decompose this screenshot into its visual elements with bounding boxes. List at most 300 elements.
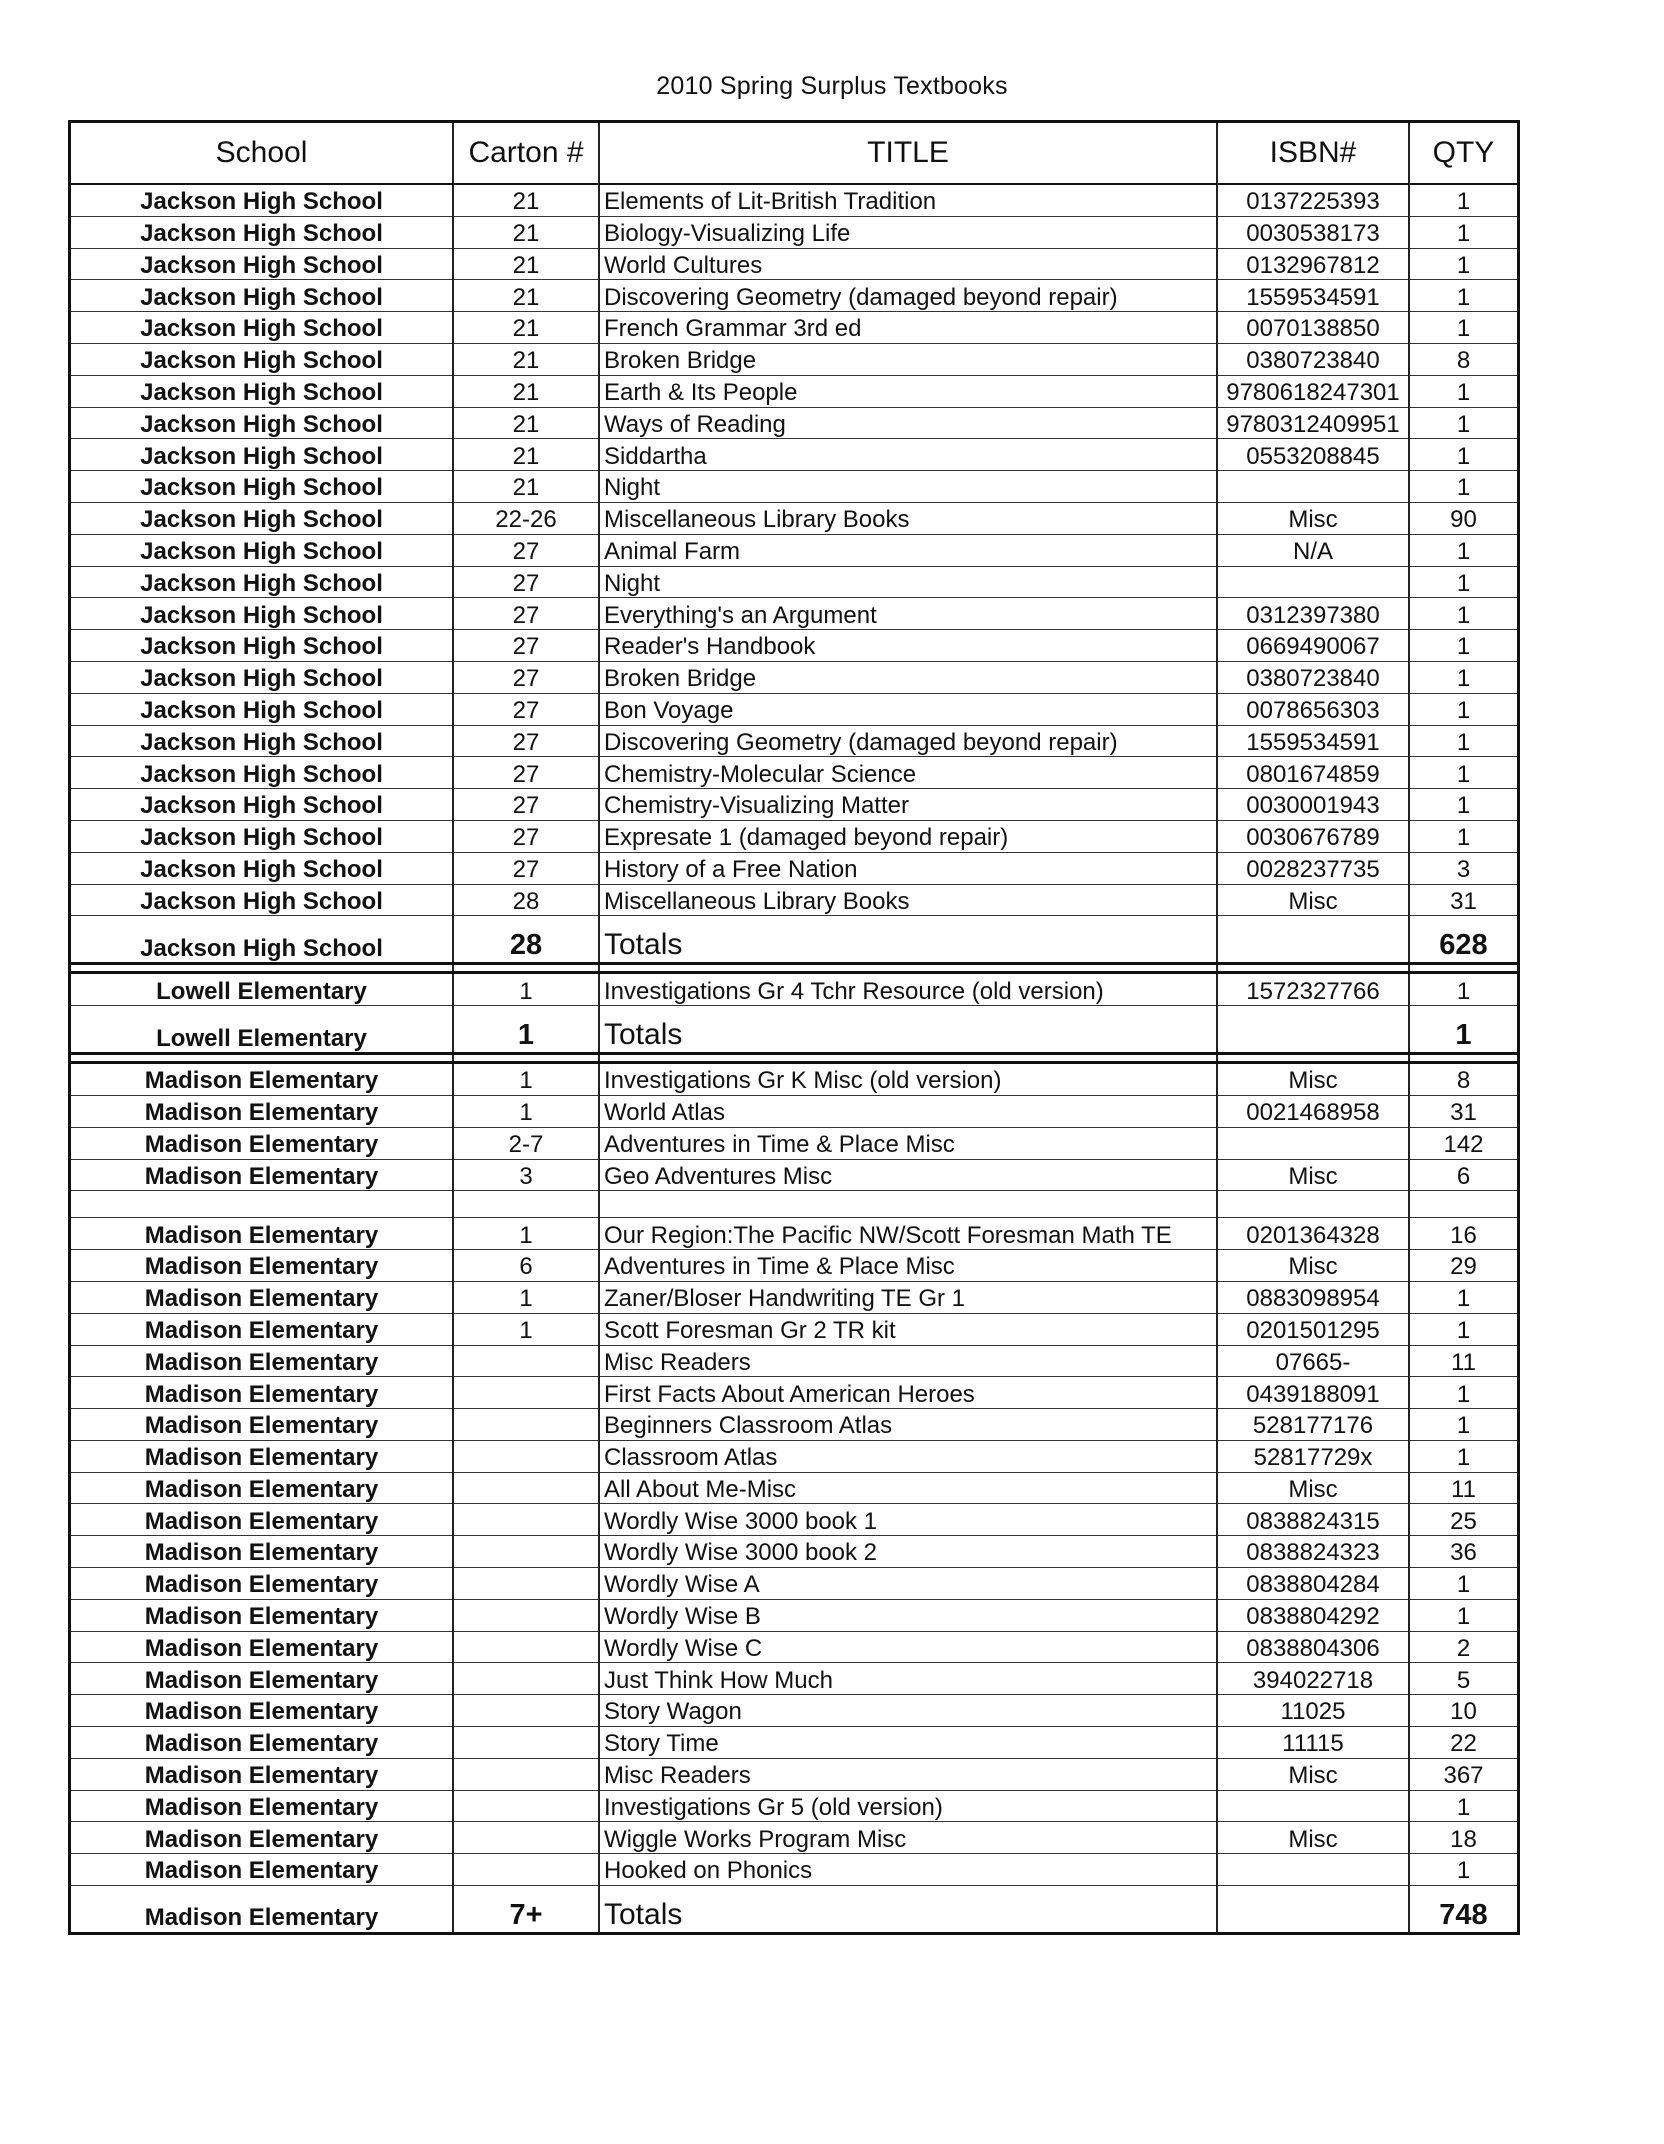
cell-isbn: N/A [1217, 534, 1409, 566]
cell-title: Investigations Gr 4 Tchr Resource (old version) [599, 973, 1217, 1006]
cell-carton: 3 [453, 1159, 599, 1191]
table-row [71, 884, 1517, 916]
cell-carton: 27 [453, 661, 599, 693]
cell-title: Just Think How Much [599, 1663, 1217, 1695]
cell-carton [453, 1695, 599, 1727]
cell-school: Madison Elementary [71, 1758, 453, 1790]
cell-qty: 1 [1409, 534, 1517, 566]
cell-title: Wordly Wise A [599, 1568, 1217, 1600]
cell-title: Earth & Its People [599, 375, 1217, 407]
cell-qty: 1 [1409, 598, 1517, 630]
cell-carton [453, 1409, 599, 1441]
cell-qty: 5 [1409, 1663, 1517, 1695]
cell-isbn [1217, 916, 1409, 964]
cell-qty: 29 [1409, 1250, 1517, 1282]
cell-qty: 1 [1409, 789, 1517, 821]
cell-school: Madison Elementary [71, 1345, 453, 1377]
cell-qty: 1 [1409, 1313, 1517, 1345]
header-isbn: ISBN# [1217, 123, 1409, 184]
cell-title: Biology-Visualizing Life [599, 216, 1217, 248]
cell-title: Hooked on Phonics [599, 1854, 1217, 1886]
table-row [71, 534, 1517, 566]
cell-carton: 1 [453, 1063, 599, 1096]
cell-title: Miscellaneous Library Books [599, 884, 1217, 916]
cell-title: World Atlas [599, 1095, 1217, 1127]
cell-school: Madison Elementary [71, 1536, 453, 1568]
cell-qty: 8 [1409, 1063, 1517, 1096]
cell-school: Jackson High School [71, 439, 453, 471]
cell-qty: 1 [1409, 216, 1517, 248]
cell-isbn: 1559534591 [1217, 725, 1409, 757]
cell-school: Madison Elementary [71, 1281, 453, 1313]
cell-qty: 1 [1409, 1599, 1517, 1631]
cell-isbn [1217, 471, 1409, 503]
cell-qty: 1 [1409, 312, 1517, 344]
table-row [71, 1663, 1517, 1695]
cell-title: Investigations Gr K Misc (old version) [599, 1063, 1217, 1096]
cell-carton: 22-26 [453, 502, 599, 534]
cell-carton [453, 1472, 599, 1504]
cell-isbn: 0838824323 [1217, 1536, 1409, 1568]
table-row [71, 1250, 1517, 1282]
cell-title: Story Wagon [599, 1695, 1217, 1727]
table-row [71, 1377, 1517, 1409]
cell-qty: 1 [1409, 1409, 1517, 1441]
cell-isbn: 1572327766 [1217, 973, 1409, 1006]
cell-title: Chemistry-Molecular Science [599, 757, 1217, 789]
cell-qty: 2 [1409, 1631, 1517, 1663]
cell-school: Jackson High School [71, 757, 453, 789]
cell-school: Jackson High School [71, 884, 453, 916]
table-row [71, 630, 1517, 662]
cell-school: Madison Elementary [71, 1631, 453, 1663]
cell-school: Jackson High School [71, 916, 453, 964]
cell-isbn: 11025 [1217, 1695, 1409, 1727]
cell-qty: 1 [1409, 375, 1517, 407]
cell-school: Madison Elementary [71, 1127, 453, 1159]
cell-qty: 36 [1409, 1536, 1517, 1568]
table-row [71, 1822, 1517, 1854]
cell-isbn: 0030676789 [1217, 820, 1409, 852]
cell-carton: 27 [453, 630, 599, 662]
cell-isbn: 0838804306 [1217, 1631, 1409, 1663]
cell-title: Our Region:The Pacific NW/Scott Foresman Math TE [599, 1218, 1217, 1250]
cell-school: Jackson High School [71, 471, 453, 503]
cell-carton: 27 [453, 534, 599, 566]
cell-school: Jackson High School [71, 407, 453, 439]
cell-title: Everything's an Argument [599, 598, 1217, 630]
cell-carton: 1 [453, 1006, 599, 1054]
cell-school: Madison Elementary [71, 1854, 453, 1886]
cell-isbn: 52817729x [1217, 1440, 1409, 1472]
cell-isbn: 0883098954 [1217, 1281, 1409, 1313]
cell-qty: 1 [1409, 693, 1517, 725]
cell-school: Jackson High School [71, 852, 453, 884]
cell-school: Madison Elementary [71, 1159, 453, 1191]
cell-isbn: 0078656303 [1217, 693, 1409, 725]
cell-title: Discovering Geometry (damaged beyond repair) [599, 725, 1217, 757]
cell-title: Miscellaneous Library Books [599, 502, 1217, 534]
table-row [71, 1727, 1517, 1759]
cell-title: Expresate 1 (damaged beyond repair) [599, 820, 1217, 852]
cell-isbn: 0201364328 [1217, 1218, 1409, 1250]
cell-isbn: 528177176 [1217, 1409, 1409, 1441]
table-row [71, 375, 1517, 407]
section-separator [71, 1054, 1517, 1063]
cell-carton [453, 1568, 599, 1600]
cell-school: Jackson High School [71, 789, 453, 821]
cell-isbn: Misc [1217, 1472, 1409, 1504]
separator-cell [1217, 964, 1409, 973]
document-title: 2010 Spring Surplus Textbooks [656, 72, 1008, 100]
cell-school: Madison Elementary [71, 1440, 453, 1472]
cell-qty: 3 [1409, 852, 1517, 884]
table-row [71, 598, 1517, 630]
cell-qty: 1 [1409, 661, 1517, 693]
cell-carton: 27 [453, 757, 599, 789]
separator-cell [71, 1054, 453, 1063]
cell-isbn: Misc [1217, 1159, 1409, 1191]
cell-qty: 1 [1409, 471, 1517, 503]
table-row [71, 1409, 1517, 1441]
cell-school: Jackson High School [71, 502, 453, 534]
cell-carton: 21 [453, 439, 599, 471]
cell-carton: 1 [453, 973, 599, 1006]
table-row [71, 1599, 1517, 1631]
cell-qty: 142 [1409, 1127, 1517, 1159]
cell-school: Madison Elementary [71, 1472, 453, 1504]
cell-title: Adventures in Time & Place Misc [599, 1250, 1217, 1282]
table-row [71, 1758, 1517, 1790]
table-header-row [71, 123, 1517, 184]
separator-cell [599, 1054, 1217, 1063]
table-row [71, 439, 1517, 471]
cell-isbn: 0021468958 [1217, 1095, 1409, 1127]
cell-carton [453, 1440, 599, 1472]
cell-qty: 10 [1409, 1695, 1517, 1727]
cell-carton [453, 1790, 599, 1822]
cell-qty: 1 [1409, 820, 1517, 852]
cell-carton [453, 1663, 599, 1695]
cell-qty: 748 [1409, 1886, 1517, 1934]
cell-title: Broken Bridge [599, 661, 1217, 693]
cell-qty: 90 [1409, 502, 1517, 534]
cell-isbn: Misc [1217, 1063, 1409, 1096]
cell-isbn: 0838824315 [1217, 1504, 1409, 1536]
cell-isbn [1217, 1191, 1409, 1218]
cell-carton [453, 1536, 599, 1568]
table-row [71, 1345, 1517, 1377]
cell-qty: 8 [1409, 343, 1517, 375]
cell-title: Chemistry-Visualizing Matter [599, 789, 1217, 821]
table-row [71, 1063, 1517, 1096]
cell-carton: 21 [453, 375, 599, 407]
cell-qty: 25 [1409, 1504, 1517, 1536]
table-row [71, 820, 1517, 852]
cell-qty: 1 [1409, 1281, 1517, 1313]
table-row [71, 1472, 1517, 1504]
cell-qty: 1 [1409, 757, 1517, 789]
cell-title: Story Time [599, 1727, 1217, 1759]
cell-title: Reader's Handbook [599, 630, 1217, 662]
cell-school: Jackson High School [71, 630, 453, 662]
cell-isbn: 0312397380 [1217, 598, 1409, 630]
cell-qty: 1 [1409, 1377, 1517, 1409]
cell-school: Madison Elementary [71, 1063, 453, 1096]
cell-carton [453, 1631, 599, 1663]
cell-title: Bon Voyage [599, 693, 1217, 725]
header-title: TITLE [599, 123, 1217, 184]
table-row [71, 757, 1517, 789]
cell-school: Madison Elementary [71, 1568, 453, 1600]
cell-title: World Cultures [599, 248, 1217, 280]
cell-carton [453, 1599, 599, 1631]
table-row [71, 1159, 1517, 1191]
cell-isbn: 07665- [1217, 1345, 1409, 1377]
cell-carton: 27 [453, 725, 599, 757]
cell-isbn [1217, 1790, 1409, 1822]
table-row [71, 1127, 1517, 1159]
cell-carton: 7+ [453, 1886, 599, 1934]
cell-isbn: 11115 [1217, 1727, 1409, 1759]
separator-cell [1409, 964, 1517, 973]
table-row [71, 471, 1517, 503]
cell-isbn: 1559534591 [1217, 280, 1409, 312]
cell-carton: 21 [453, 248, 599, 280]
cell-qty: 11 [1409, 1472, 1517, 1504]
separator-cell [1409, 1054, 1517, 1063]
cell-school: Jackson High School [71, 248, 453, 280]
cell-title: Ways of Reading [599, 407, 1217, 439]
table-row [71, 1854, 1517, 1886]
cell-carton: 27 [453, 852, 599, 884]
cell-carton [453, 1727, 599, 1759]
table-row [71, 1631, 1517, 1663]
cell-school: Jackson High School [71, 693, 453, 725]
cell-qty: 1 [1409, 1568, 1517, 1600]
table-row [71, 1095, 1517, 1127]
cell-school: Madison Elementary [71, 1504, 453, 1536]
cell-qty: 6 [1409, 1159, 1517, 1191]
cell-isbn: 394022718 [1217, 1663, 1409, 1695]
separator-cell [1217, 1054, 1409, 1063]
table-row [71, 1695, 1517, 1727]
cell-carton: 1 [453, 1095, 599, 1127]
table-row [71, 343, 1517, 375]
totals-row [71, 916, 1517, 964]
cell-qty: 1 [1409, 1854, 1517, 1886]
cell-school: Madison Elementary [71, 1886, 453, 1934]
cell-title: Beginners Classroom Atlas [599, 1409, 1217, 1441]
table-row [71, 1504, 1517, 1536]
cell-carton: 1 [453, 1218, 599, 1250]
cell-school: Jackson High School [71, 820, 453, 852]
totals-row [71, 1886, 1517, 1934]
cell-carton: 27 [453, 693, 599, 725]
cell-title: Night [599, 566, 1217, 598]
cell-carton [453, 1854, 599, 1886]
cell-title: Scott Foresman Gr 2 TR kit [599, 1313, 1217, 1345]
cell-qty: 16 [1409, 1218, 1517, 1250]
table-row [71, 407, 1517, 439]
cell-title: Investigations Gr 5 (old version) [599, 1790, 1217, 1822]
cell-isbn: 9780312409951 [1217, 407, 1409, 439]
cell-isbn: Misc [1217, 884, 1409, 916]
cell-school: Madison Elementary [71, 1695, 453, 1727]
cell-carton: 28 [453, 916, 599, 964]
cell-school: Madison Elementary [71, 1727, 453, 1759]
cell-isbn: 0380723840 [1217, 661, 1409, 693]
cell-carton [453, 1758, 599, 1790]
totals-row [71, 1006, 1517, 1054]
table-row [71, 1281, 1517, 1313]
cell-carton: 21 [453, 216, 599, 248]
cell-school: Madison Elementary [71, 1663, 453, 1695]
cell-carton: 27 [453, 789, 599, 821]
cell-carton: 21 [453, 184, 599, 216]
table-row [71, 1218, 1517, 1250]
cell-school: Madison Elementary [71, 1790, 453, 1822]
cell-carton [453, 1345, 599, 1377]
table-row [71, 852, 1517, 884]
cell-qty: 1 [1409, 725, 1517, 757]
cell-school: Madison Elementary [71, 1599, 453, 1631]
table-row [71, 789, 1517, 821]
cell-carton: 6 [453, 1250, 599, 1282]
cell-isbn: 0132967812 [1217, 248, 1409, 280]
cell-carton [453, 1377, 599, 1409]
table-row [71, 1440, 1517, 1472]
cell-isbn: Misc [1217, 1822, 1409, 1854]
cell-school: Jackson High School [71, 661, 453, 693]
cell-school: Jackson High School [71, 534, 453, 566]
cell-isbn: 0553208845 [1217, 439, 1409, 471]
cell-school: Jackson High School [71, 312, 453, 344]
cell-carton: 1 [453, 1281, 599, 1313]
cell-isbn: 0201501295 [1217, 1313, 1409, 1345]
cell-qty: 1 [1409, 280, 1517, 312]
cell-isbn: 0669490067 [1217, 630, 1409, 662]
table-row [71, 1790, 1517, 1822]
cell-isbn: 0028237735 [1217, 852, 1409, 884]
cell-isbn: 9780618247301 [1217, 375, 1409, 407]
cell-school: Madison Elementary [71, 1218, 453, 1250]
cell-qty: 1 [1409, 973, 1517, 1006]
cell-isbn: 0030538173 [1217, 216, 1409, 248]
cell-isbn: 0380723840 [1217, 343, 1409, 375]
table-row [71, 248, 1517, 280]
cell-isbn: 0137225393 [1217, 184, 1409, 216]
cell-title: Wiggle Works Program Misc [599, 1822, 1217, 1854]
table-row [71, 280, 1517, 312]
cell-isbn [1217, 1006, 1409, 1054]
cell-isbn: Misc [1217, 502, 1409, 534]
cell-title: Misc Readers [599, 1758, 1217, 1790]
cell-school: Jackson High School [71, 566, 453, 598]
cell-carton: 1 [453, 1313, 599, 1345]
table-row [71, 973, 1517, 1006]
cell-qty: 367 [1409, 1758, 1517, 1790]
cell-title: Elements of Lit-British Tradition [599, 184, 1217, 216]
cell-school: Jackson High School [71, 216, 453, 248]
cell-isbn [1217, 1127, 1409, 1159]
cell-carton [453, 1191, 599, 1218]
cell-title: Discovering Geometry (damaged beyond repair) [599, 280, 1217, 312]
cell-qty: 18 [1409, 1822, 1517, 1854]
cell-isbn: 0801674859 [1217, 757, 1409, 789]
cell-title: Totals [599, 1006, 1217, 1054]
cell-qty: 628 [1409, 916, 1517, 964]
cell-qty: 1 [1409, 1006, 1517, 1054]
cell-title: Night [599, 471, 1217, 503]
cell-carton: 27 [453, 566, 599, 598]
separator-cell [453, 964, 599, 973]
cell-qty: 31 [1409, 884, 1517, 916]
cell-school: Madison Elementary [71, 1250, 453, 1282]
cell-isbn: 0070138850 [1217, 312, 1409, 344]
cell-school: Madison Elementary [71, 1095, 453, 1127]
cell-carton: 27 [453, 820, 599, 852]
cell-title [599, 1191, 1217, 1218]
cell-carton: 28 [453, 884, 599, 916]
header-carton: Carton # [453, 123, 599, 184]
table-row [71, 1568, 1517, 1600]
cell-qty: 1 [1409, 439, 1517, 471]
table-row [71, 566, 1517, 598]
surplus-textbooks-table [71, 123, 1517, 1935]
cell-school: Madison Elementary [71, 1313, 453, 1345]
cell-carton: 21 [453, 312, 599, 344]
cell-title: Geo Adventures Misc [599, 1159, 1217, 1191]
cell-school: Madison Elementary [71, 1409, 453, 1441]
table-row [71, 312, 1517, 344]
header-school: School [71, 123, 453, 184]
cell-carton [453, 1822, 599, 1854]
cell-isbn [1217, 1886, 1409, 1934]
table-row [71, 1313, 1517, 1345]
cell-qty: 1 [1409, 1790, 1517, 1822]
cell-title: Misc Readers [599, 1345, 1217, 1377]
cell-title: French Grammar 3rd ed [599, 312, 1217, 344]
cell-carton [453, 1504, 599, 1536]
cell-qty: 11 [1409, 1345, 1517, 1377]
cell-school: Jackson High School [71, 598, 453, 630]
cell-qty: 31 [1409, 1095, 1517, 1127]
section-separator [71, 964, 1517, 973]
cell-title: Animal Farm [599, 534, 1217, 566]
table-row [71, 725, 1517, 757]
cell-qty: 1 [1409, 630, 1517, 662]
cell-isbn: 0838804292 [1217, 1599, 1409, 1631]
cell-qty: 1 [1409, 1440, 1517, 1472]
table-row [71, 216, 1517, 248]
table-body [71, 184, 1517, 1934]
table-row [71, 1191, 1517, 1218]
cell-title: Wordly Wise C [599, 1631, 1217, 1663]
separator-cell [71, 964, 453, 973]
cell-carton: 21 [453, 280, 599, 312]
cell-qty [1409, 1191, 1517, 1218]
cell-isbn: 0838804284 [1217, 1568, 1409, 1600]
cell-school: Madison Elementary [71, 1377, 453, 1409]
cell-isbn [1217, 566, 1409, 598]
cell-school: Jackson High School [71, 725, 453, 757]
cell-isbn: 0439188091 [1217, 1377, 1409, 1409]
cell-title: Wordly Wise B [599, 1599, 1217, 1631]
cell-school: Jackson High School [71, 343, 453, 375]
table-row [71, 693, 1517, 725]
cell-school: Madison Elementary [71, 1822, 453, 1854]
